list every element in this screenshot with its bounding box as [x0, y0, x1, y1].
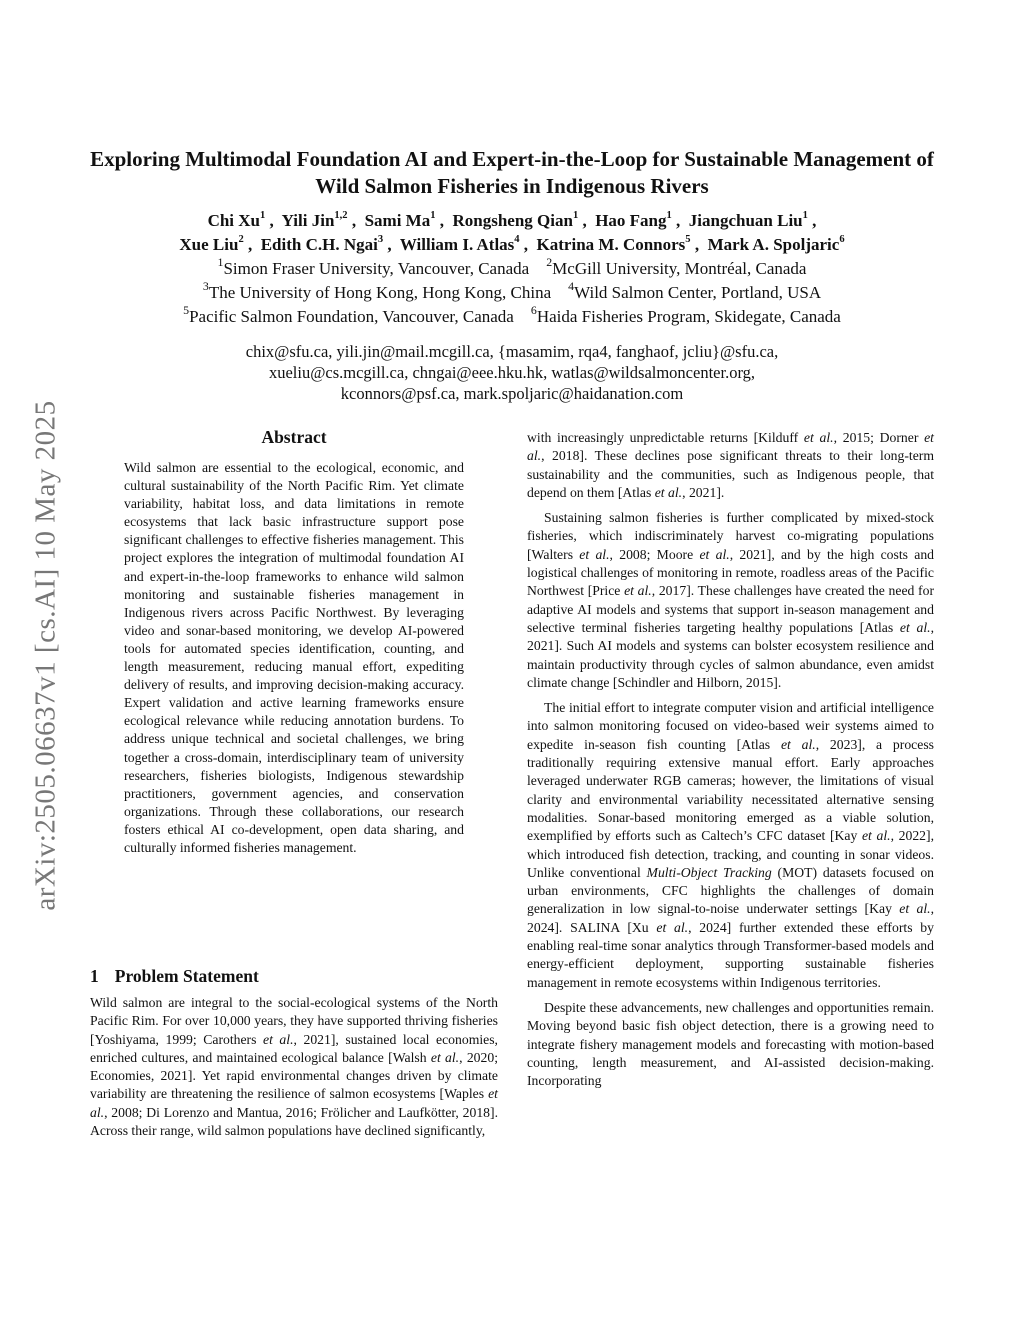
- author: Edith C.H. Ngai$^3$: [260, 234, 384, 254]
- author: Sami Ma$^1$: [364, 210, 436, 230]
- section-title: Problem Statement: [114, 966, 259, 986]
- author: Chi Xu$^1$: [207, 210, 266, 230]
- author: Xue Liu$^2$: [179, 234, 244, 254]
- body-paragraph: Sustaining salmon fisheries is further complicated by mixed-stock fisheries, which indiscriminately harvest co-migrating populations [Walters et al., 2008; Moore et al., 2021], and by the high costs and logistical challenges of monitoring in remote, roadless areas of the Pacific Northwest [Price et al., 2017]. These challenges have created the need for adaptive AI models and systems that support in-season management and selective terminal fisheries targeting healthy populations [Atlas et al., 2021]. Such AI models and systems can bolster ecosystem resilience and maintain productivity through cycles of salmon abundance, even amidst climate change [Schindler and Hilborn, 2015].: [527, 510, 935, 690]
- abstract-text: Wild salmon are essential to the ecological, economic, and cultural sustainability of the North Pacific Rim. Yet climate variability, habitat loss, and data limitations in remote ecosystems that lack basic infrastructure support pose significant challenges to effective fisheries management. This project explores the integration of multimodal foundation AI and expert-in-the-loop frameworks to enhance wild salmon monitoring and sustainable fisheries management in Indigenous rivers across Pacific Northwest. By leveraging video and sonar-based monitoring, we develop AI-powered tools for automated species identification, counting, and length measurement, reducing manual effort, expediting delivery of results, and improving decision-making accuracy. Expert validation and active learning frameworks ensure ecological relevance while reducing annotation burdens. To address unique technical and societal challenges, we bring together a cross-domain, interdisciplinary team of university researchers, fisheries biologists, Indigenous stewardship practitioners, government agencies, and conservation organizations. Through these collaborations, our research fosters ethical AI co-development, open data sharing, and culturally informed fisheries management.: [124, 460, 464, 855]
- body-paragraph: Wild salmon are integral to the social-ecological systems of the North Pacific Rim. For over 10,000 years, they have supported thriving fisheries [Yoshiyama, 1999; Carothers et al., 2021], sustained local economies, enriched cultures, and maintained ecological balance [Walsh et al., 2020; Economies, 2021]. Yet rapid environmental changes driven by climate variability are threatening the resilience of salmon ecosystems [Waples et al., 2008; Di Lorenzo and Mantua, 2016; Frölicher and Laufkötter, 2018]. Across their range, wild salmon populations have declined significantly,: [90, 995, 498, 1139]
- affiliation: $^6$Haida Fisheries Program, Skidegate, Canada: [530, 303, 841, 326]
- body-paragraph-continued: with increasingly unpredictable returns [Kilduff et al., 2015; Dorner et al., 2018]. These declines pose significant threats to their long-term sustainability and the communities, such as Indigenous people, that depend on them [Atlas et al., 2021].: [527, 430, 934, 500]
- paper-title: Exploring Multimodal Foundation AI and Expert-in-the-Loop for Sustainable Management of Wild Salmon Fisheries in Indigenous Rivers: [90, 147, 934, 198]
- email-line: kconnors@psf.ca, mark.spoljaric@haidanation.com: [340, 384, 684, 403]
- affiliation: $^5$Pacific Salmon Foundation, Vancouver, Canada: [183, 303, 514, 326]
- arxiv-identifier: arXiv:2505.06637v1 [cs.AI] 10 May 2025: [29, 399, 62, 911]
- author: Hao Fang$^1$: [595, 210, 672, 230]
- author: Mark A. Spoljaric$^6$: [707, 234, 845, 254]
- author: William I. Atlas$^4$: [399, 234, 520, 254]
- abstract-heading: Abstract: [261, 427, 327, 447]
- email-line: xueliu@cs.mcgill.ca, chngai@eee.hku.hk, watlas@wildsalmoncenter.org,: [268, 363, 756, 382]
- author: Katrina M. Connors$^5$: [536, 234, 691, 254]
- email-line: chix@sfu.ca, yili.jin@mail.mcgill.ca, {masamim, rqa4, fanghaof, jcliu}@sfu.ca,: [245, 342, 779, 361]
- affiliation: $^2$McGill University, Montréal, Canada: [546, 255, 807, 278]
- body-paragraph: The initial effort to integrate computer vision and artificial intelligence into salmon monitoring focused on video-based weir systems aimed to expedite in-season fish counting [Atlas et al., 2023], a process traditionally requiring extensive manual effort. Early approaches leveraged underwater RGB cameras; however, the limitations of visual clarity and environmental variability necessitated alternative sensing modalities. Sonar-based monitoring emerged as a viable solution, exemplified by efforts such as Caltech’s CFC dataset [Kay et al., 2022], which introduced fish detection, tracking, and counting in sonar videos. Unlike conventional Multi-Object Tracking (MOT) datasets focused on urban environments, CFC highlights the challenges of domain generalization in low signal-to-noise underwater settings [Kay et al., 2024]. SALINA [Xu et al., 2024] further extended these efforts by enabling real-time sonar analytics through Transformer-based models and energy-efficient deployment, supporting sustainable fisheries management in remote ecosystems within Indigenous territories.: [527, 700, 935, 990]
- email-list: [80, 341, 944, 404]
- author: Yili Jin$^{1,2}$: [281, 210, 348, 230]
- affiliation: $^3$The University of Hong Kong, Hong Kong, China: [202, 279, 552, 302]
- section-number: 1: [90, 966, 99, 986]
- author-list: Chi Xu$^1$ , Yili Jin$^{1,2}$ , Sami Ma$^1$ , Rongsheng Qian$^1$ , Hao Fang$^1$ , Jiangchuan Liu$^1$ , Xue Liu$^2$ , Edith C.H. Ngai$^3$ , William I. Atlas$^4$ , Katrina M. Connors$^5$ , Mark A. Spoljaric$^6$: [179, 210, 845, 254]
- right-column: [527, 429, 934, 1097]
- author: Jiangchuan Liu$^1$: [688, 210, 808, 230]
- body-paragraph: Despite these advancements, new challenges and opportunities remain. Moving beyond basic fish object detection, there is a growing need to integrate fishery management models and forecasting with motion-based counting, length measurement, and AI-assisted decision-making. Incorporating: [527, 999, 934, 1089]
- affiliation: $^1$Simon Fraser University, Vancouver, Canada: [217, 255, 530, 278]
- author: Rongsheng Qian$^1$: [452, 210, 579, 230]
- affiliation-list: [80, 257, 944, 329]
- arxiv-sidebar: [26, 360, 66, 950]
- affiliation: $^4$Wild Salmon Center, Portland, USA: [568, 279, 822, 302]
- section-heading: [90, 966, 500, 987]
